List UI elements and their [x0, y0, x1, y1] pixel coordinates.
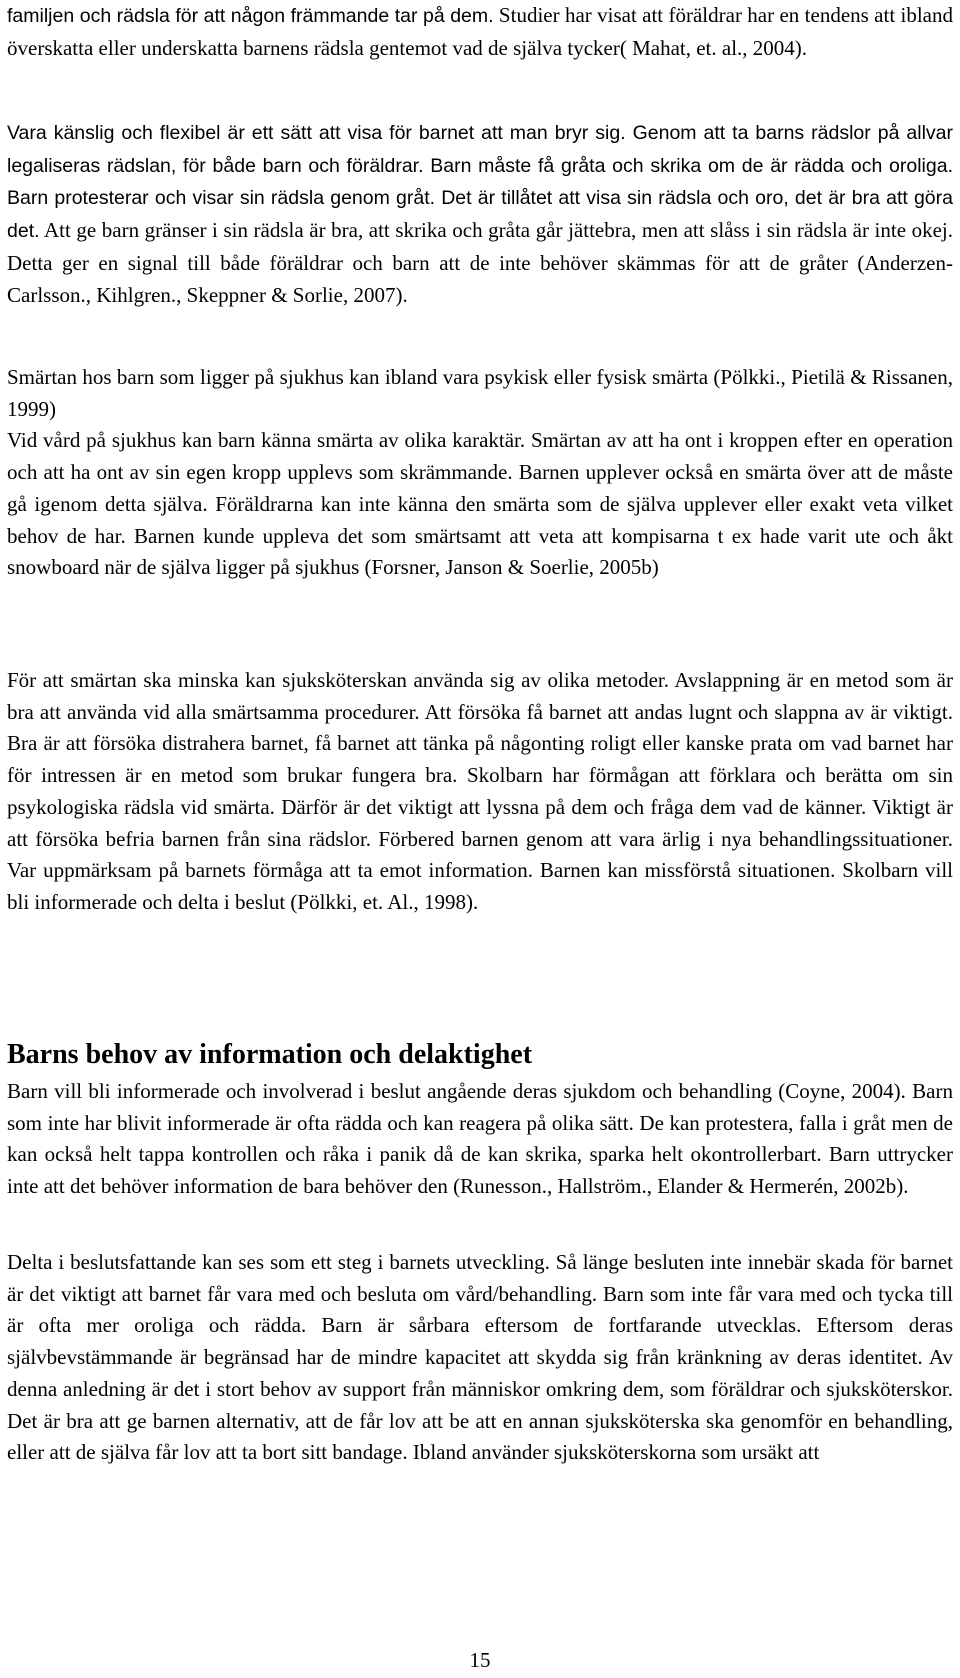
- page-number: 15: [469, 1648, 491, 1672]
- paragraph-6: Delta i beslutsfattande kan ses som ett steg i barnets utveckling. Så länge besluten inte innebär skada för barnet är det viktigt att barnet får vara med och besluta om vård/behandling. Barn som inte får vara med och tycka till är ofta mer oroliga och rädda. Barn är sårbara eftersom de fortfarande utvecklas. Eftersom deras självbevstämmande är begränsad har de mindre kapacitet att skydda sig från kränkning av deras identitet. Av denna anledning är det i stort behov av support från människor omkring dem, som föräldrar och sjuksköterskor. Det är bra att ge barnen alternativ, att de får lov att be att en annan sjuksköterska ska genomför en behandling, eller att de själva får lov att ta bort sitt bandage. Ibland använder sjuksköterskorna som ursäkt att: [7, 1250, 953, 1465]
- paragraph-3-line-2: Pietilä & Rissanen, 1999): [7, 365, 953, 421]
- paragraph-1: [7, 0, 953, 64]
- paragraph-3: [7, 362, 953, 584]
- paragraph-2: [7, 117, 953, 311]
- paragraph-2-sentence-3: Att ge barn gränser i sin rädsla är bra, att skrika och gråta går jättebra, men att slåss i sin rädsla är inte okej.: [39, 218, 953, 243]
- paragraph-3-line-1: Smärtan hos barn som ligger på sjukhus kan ibland vara psykisk eller fysisk smärta (Pölkki.,: [7, 365, 786, 389]
- section-heading: Barns behov av information och delaktighet: [7, 1039, 533, 1070]
- paragraph-4: För att smärtan ska minska kan sjuksköterskan använda sig av olika metoder. Avslappning är en metod som är bra att använda vid alla smärtsamma procedurer. Att försöka få barnet att andas lugnt och slappna av är viktigt. Bra är att försöka distrahera barnet, få barnet att tänka på någonting roligt eller kanske prata om vad barnet har för intressen är en metod som brukar fungera bra. Skolbarn har förmågan att förklara och berätta om sin psykologiska rädsla vid smärta. Därför är det viktigt att lyssna på dem och fråga dem vad de känner. Viktigt är att försöka befria barnen från sina rädslor. Förbered barnen genom att vara ärlig i nya behandlingssituationer. Var uppmärksam på barnets förmåga att ta emot information. Barnen kan missförstå situationen. Skolbarn vill bli informerade och delta i beslut (Pölkki, et. Al., 1998).: [7, 668, 953, 914]
- paragraph-3-body: Vid vård på sjukhus kan barn känna smärta av olika karaktär. Smärtan av att ha ont i kroppen efter en operation och att ha ont av sin egen kropp upplevs som skrämmande. Barnen upplever också en smärta över att de måste gå igenom detta själva. Föräldrarna kan inte känna den smärta som de själva upplever eller exakt veta vilket behov de har. Barnen kunde uppleva det som smärtsamt att veta att kompisarna t ex hade varit ute och åkt snowboard när de själva ligger på sjukhus (Forsner, Janson & Soerlie, 2005b): [7, 428, 953, 580]
- paragraph-2-sentence-2: Genom att ta barns rädslor på allvar legaliseras rädslan, för både barn och föräldrar. Barn måste få gråta och skrika om de är rädda och oroliga. Barn protesterar och visar sin rädsla genom gråt. Det är tillåtet att visa sin rädsla och oro, det är bra att göra det.: [7, 122, 953, 243]
- paragraph-1-sentence-2: Studier har visat att föräldrar har en tendens att ibland överskatta eller underskatta barnens rädsla gentemot vad de själva tycker( Mahat, et. al., 2004).: [7, 3, 954, 60]
- paragraph-2-sentence-4: Detta ger en signal till både föräldrar och barn att de inte behöver skämmas för att de gråter (Anderzen-Carlsson., Kihlgren., Skeppner & Sorlie, 2007).: [7, 250, 953, 307]
- paragraph-1-sentence-1: familjen och rädsla för att någon främmande tar på dem.: [7, 5, 494, 27]
- paragraph-2-sentence-1: Vara känslig och flexibel är ett sätt att visa för barnet att man bryr sig.: [7, 122, 626, 144]
- paragraph-5: Barn vill bli informerade och involverad i beslut angående deras sjukdom och behandling (Coyne, 2004). Barn som inte har blivit informerade är ofta rädda och kan reagera på olika sätt. De kan protestera, falla i gråt men de kan också helt tappa kontrollen och råka i panik då de kan skrika, sparka helt okontrollerbart. Barn uttrycker inte att det behöver information de bara behöver den (Runesson., Hallström., Elander & Hermerén, 2002b).: [7, 1079, 953, 1199]
